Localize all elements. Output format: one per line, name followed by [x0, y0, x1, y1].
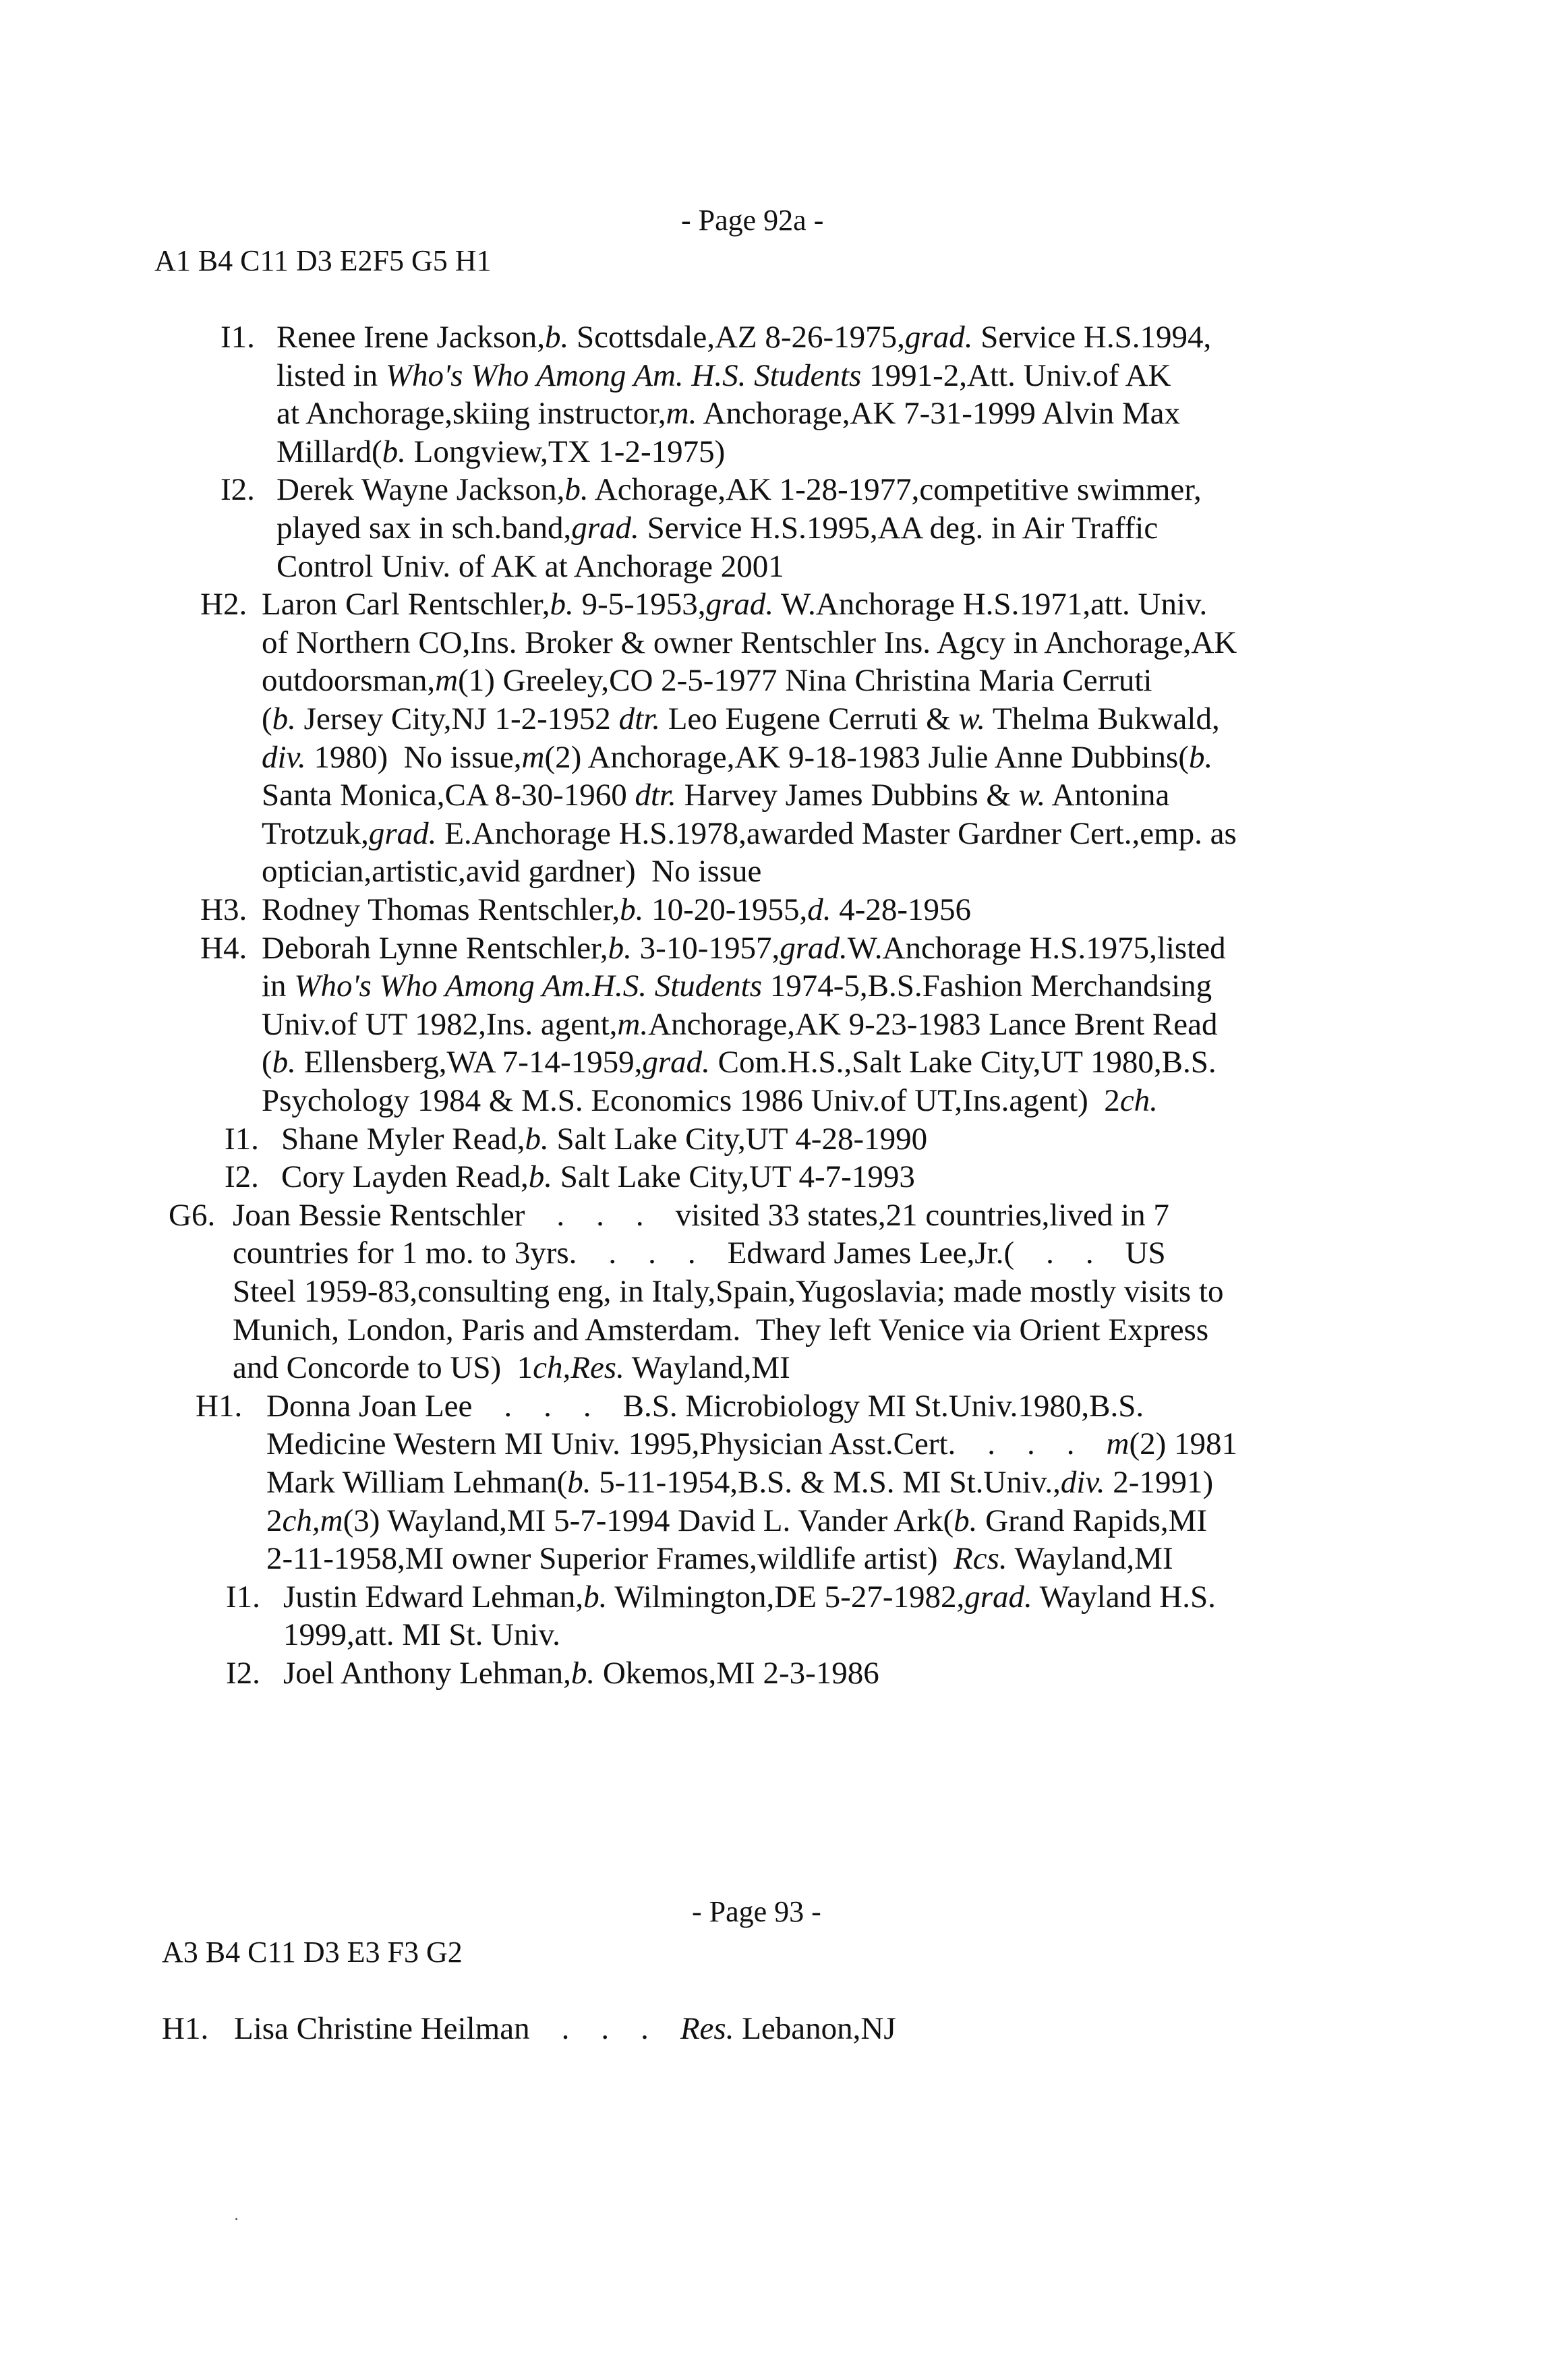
text-segment: Renee Irene Jackson,: [276, 320, 546, 355]
italic-abbrev: b.: [570, 1656, 595, 1691]
entry-line: [262, 856, 761, 888]
entry-line: [266, 1428, 1237, 1460]
text-segment: at Anchorage,skiing instructor,: [276, 396, 666, 432]
text-segment: W.Anchorage H.S.1975,listed: [847, 930, 1226, 966]
entry-line: [233, 1276, 1223, 1308]
text-segment: Wayland,MI: [1007, 1541, 1173, 1577]
italic-abbrev: b.: [608, 930, 632, 966]
text-segment: 2-1991): [1105, 1465, 1214, 1500]
italic-abbrev: dtr.: [618, 701, 660, 736]
text-segment: Service H.S.1994,: [972, 320, 1212, 355]
text-segment: Grand Rapids,MI: [977, 1503, 1208, 1538]
entry-line: [276, 322, 1211, 353]
entry-line: [262, 703, 1220, 735]
entry-line: [266, 1388, 1144, 1424]
text-segment: outdoorsman,: [262, 663, 436, 699]
text-segment: Laron Carl Rentschler,: [262, 587, 550, 622]
text-segment: 5-11-1954,B.S. & M.S. MI St.Univ.,: [591, 1465, 1061, 1500]
text-segment: Anchorage,AK 7-31-1999 Alvin Max: [697, 396, 1180, 432]
text-segment: Rodney Thomas Rentschler,: [262, 892, 620, 927]
entry-line: [262, 739, 1213, 775]
text-segment: and Concorde to US) 1: [233, 1350, 533, 1386]
entry-line: [276, 436, 725, 468]
text-segment: Salt Lake City,UT 4-28-1990: [548, 1121, 928, 1157]
italic-abbrev: grad.: [780, 930, 848, 966]
text-segment: 2-11-1958,MI owner Superior Frames,wildlife artist): [266, 1541, 954, 1577]
text-segment: of Northern CO,Ins. Broker & owner Rentschler Ins. Agcy in Anchorage,AK: [262, 625, 1237, 660]
italic-abbrev: grad.: [964, 1579, 1032, 1615]
entry-line: [281, 1121, 928, 1157]
entry-line: [262, 1006, 1218, 1042]
text-segment: (: [262, 701, 272, 736]
text-segment: Achorage,AK 1-28-1977,competitive swimmer,: [588, 472, 1202, 508]
text-segment: 2: [266, 1503, 283, 1538]
page-number-92a: - Page 92a -: [681, 204, 824, 237]
text-segment: Wayland,MI: [624, 1350, 790, 1386]
text-segment: Deborah Lynne Rentschler,: [262, 930, 608, 966]
entry-line: [262, 780, 1169, 811]
entry-line: [262, 1085, 1158, 1117]
text-segment: Justin Edward Lehman,: [283, 1579, 584, 1615]
scan-speck: [235, 2218, 237, 2220]
italic-abbrev: ch.: [1119, 1083, 1158, 1118]
italic-abbrev: grad.: [642, 1045, 710, 1080]
text-segment: Derek Wayne Jackson,: [276, 472, 565, 508]
text-segment: Scottsdale,AZ 8-26-1975,: [568, 320, 905, 355]
text-segment: Trotzuk,: [262, 815, 369, 851]
italic-abbrev: b.: [272, 701, 296, 736]
text-segment: optician,artistic,avid gardner) No issue: [262, 854, 762, 890]
entry-line: [283, 1619, 560, 1651]
text-segment: Steel 1959-83,consulting eng, in Italy,Spain,Yugoslavia; made mostly visits to: [233, 1274, 1224, 1309]
entry-line: [233, 1352, 790, 1384]
entry-line: [262, 894, 971, 926]
italic-abbrev: grad.: [571, 511, 639, 546]
text-segment: Psychology 1984 & M.S. Economics 1986 Univ.of UT,Ins.agent) 2: [262, 1083, 1120, 1118]
italic-abbrev: grad.: [705, 587, 774, 622]
text-segment: Univ.of UT 1982,Ins. agent,: [262, 1006, 618, 1042]
entry-line: [266, 1543, 1173, 1575]
text-segment: Ellensberg,WA 7-14-1959,: [295, 1045, 643, 1080]
text-segment: Munich, London, Paris and Amsterdam. They left Venice via Orient Express: [233, 1312, 1209, 1347]
text-segment: Millard(: [276, 434, 382, 469]
entry-line: [233, 1314, 1208, 1346]
italic-abbrev: dtr.: [635, 778, 676, 813]
text-segment: Okemos,MI 2-3-1986: [595, 1656, 879, 1691]
text-segment: (1) Greeley,CO 2-5-1977 Nina Christina Maria Cerruti: [458, 663, 1152, 699]
text-segment: 1974-5,B.S.Fashion Merchandsing: [762, 968, 1212, 1004]
italic-abbrev: m: [521, 739, 545, 775]
entry-line: [283, 1658, 879, 1689]
text-segment: 1991-2,Att. Univ.of AK: [861, 357, 1171, 393]
text-segment: 3-10-1957,: [631, 930, 780, 966]
italic-abbrev: b.: [550, 587, 574, 622]
entry-line: [276, 357, 1171, 393]
lineage-header-top: A1 B4 C11 D3 E2F5 G5 H1: [154, 244, 492, 277]
entry-line: [233, 1238, 1166, 1269]
entry-label: H3.: [200, 892, 247, 927]
text-segment: Com.H.S.,Salt Lake City,UT 1980,B.S.: [709, 1045, 1217, 1080]
entry-label: G6.: [169, 1197, 216, 1233]
entry-label: H1.: [162, 2011, 209, 2046]
italic-abbrev: m: [435, 663, 459, 699]
lineage-header-bottom: A3 B4 C11 D3 E3 F3 G2: [162, 1936, 463, 1969]
text-segment: Joel Anthony Lehman,: [283, 1656, 571, 1691]
italic-abbrev: grad.: [368, 815, 437, 851]
text-segment: listed in: [276, 357, 386, 393]
text-segment: Service H.S.1995,AA deg. in Air Traffic: [639, 511, 1159, 546]
text-segment: Cory Layden Read,: [281, 1159, 529, 1195]
text-segment: 9-5-1953,: [573, 587, 706, 622]
entry-line: [262, 589, 1207, 620]
entry-label: I1.: [226, 1579, 260, 1615]
italic-abbrev: b.: [567, 1465, 591, 1500]
italic-abbrev: div.: [262, 739, 306, 775]
entry-line: [234, 2013, 896, 2045]
italic-abbrev: b.: [954, 1503, 978, 1538]
entry-line: [262, 627, 1237, 659]
text-segment: W.Anchorage H.S.1971,att. Univ.: [773, 587, 1208, 622]
italic-abbrev: Who's Who Among Am.H.S. Students: [294, 968, 763, 1004]
italic-abbrev: m.: [666, 396, 697, 432]
entry-line: [262, 815, 1237, 851]
italic-abbrev: m: [1106, 1426, 1130, 1462]
text-segment: Medicine Western MI Univ. 1995,Physician Asst.Cert. . . .: [266, 1426, 1107, 1462]
text-segment: (2) 1981: [1129, 1426, 1238, 1462]
text-segment: in: [262, 968, 295, 1004]
text-segment: 1999,att. MI St. Univ.: [283, 1617, 560, 1653]
italic-abbrev: b.: [272, 1045, 296, 1080]
italic-abbrev: b.: [525, 1121, 549, 1157]
entry-line: [262, 970, 1212, 1002]
italic-abbrev: div.: [1060, 1465, 1105, 1500]
italic-abbrev: w.: [958, 701, 986, 736]
italic-abbrev: ch,Res.: [533, 1350, 624, 1386]
entry-label: I2.: [226, 1656, 260, 1691]
text-segment: Leo Eugene Cerruti &: [660, 701, 959, 736]
italic-abbrev: Res.: [680, 2011, 734, 2046]
italic-abbrev: b.: [382, 434, 406, 469]
text-segment: 4-28-1956: [831, 892, 972, 927]
text-segment: Shane Myler Read,: [281, 1121, 525, 1157]
entry-line: [262, 1047, 1217, 1078]
entry-line: [276, 548, 784, 584]
italic-abbrev: m.: [617, 1006, 649, 1042]
text-segment: Lebanon,NJ: [734, 2011, 896, 2046]
text-segment: Wilmington,DE 5-27-1982,: [607, 1579, 965, 1615]
italic-abbrev: b.: [564, 472, 589, 508]
italic-abbrev: b.: [545, 320, 569, 355]
text-segment: Mark William Lehman(: [266, 1465, 568, 1500]
page-number-93: - Page 93 -: [692, 1895, 821, 1928]
text-segment: Santa Monica,CA 8-30-1960: [262, 778, 635, 813]
entry-line: [283, 1581, 1216, 1613]
text-segment: (2) Anchorage,AK 9-18-1983 Julie Anne Dubbins(: [544, 739, 1189, 775]
text-segment: Lisa Christine Heilman . . .: [234, 2011, 680, 2046]
text-segment: E.Anchorage H.S.1978,awarded Master Gardner Cert.,emp. as: [436, 815, 1237, 851]
entry-label: I1.: [221, 320, 255, 355]
text-segment: Joan Bessie Rentschler . . . visited 33 states,21 countries,lived in 7: [233, 1197, 1169, 1233]
text-segment: Donna Joan Lee . . . B.S. Microbiology MI St.Univ.1980,B.S.: [266, 1388, 1144, 1424]
text-segment: Control Univ. of AK at Anchorage 2001: [276, 548, 784, 584]
text-segment: Wayland H.S.: [1032, 1579, 1216, 1615]
entry-line: [276, 398, 1180, 430]
entry-label: H4.: [200, 930, 247, 966]
text-segment: Jersey City,NJ 1-2-1952: [295, 701, 619, 736]
italic-abbrev: w.: [1018, 778, 1046, 813]
italic-abbrev: ch,m: [282, 1503, 343, 1538]
italic-abbrev: grad.: [904, 320, 973, 355]
text-segment: 10-20-1955,: [643, 892, 808, 927]
text-segment: played sax in sch.band,: [276, 511, 572, 546]
entry-line: [276, 474, 1202, 506]
italic-abbrev: b.: [583, 1579, 608, 1615]
text-segment: Salt Lake City,UT 4-7-1993: [552, 1159, 915, 1195]
entry-line: [262, 930, 1226, 966]
entry-line: [262, 665, 1152, 697]
italic-abbrev: b.: [528, 1159, 553, 1195]
text-segment: Harvey James Dubbins &: [676, 778, 1019, 813]
text-segment: countries for 1 mo. to 3yrs. . . . Edward James Lee,Jr.( . . US: [233, 1236, 1166, 1271]
entry-label: H2.: [200, 587, 247, 622]
text-segment: (3) Wayland,MI 5-7-1994 David L. Vander Ark(: [343, 1503, 954, 1538]
entry-line: [233, 1197, 1169, 1233]
entry-line: [281, 1161, 915, 1193]
entry-line: [276, 513, 1158, 544]
text-segment: 1980) No issue,: [305, 739, 522, 775]
entry-line: [266, 1467, 1213, 1499]
entry-label: H1.: [196, 1388, 243, 1424]
entry-label: I2.: [221, 472, 255, 508]
entry-label: I1.: [225, 1121, 259, 1157]
text-segment: (: [262, 1045, 272, 1080]
italic-abbrev: d.: [807, 892, 831, 927]
text-segment: Thelma Bukwald,: [985, 701, 1220, 736]
entry-line: [266, 1505, 1207, 1537]
italic-abbrev: Who's Who Among Am. H.S. Students: [385, 357, 862, 393]
italic-abbrev: b.: [620, 892, 644, 927]
italic-abbrev: b.: [1188, 739, 1213, 775]
entry-label: I2.: [225, 1159, 259, 1195]
text-segment: Longview,TX 1-2-1975): [405, 434, 726, 469]
text-segment: Anchorage,AK 9-23-1983 Lance Brent Read: [648, 1006, 1218, 1042]
text-segment: Antonina: [1045, 778, 1170, 813]
italic-abbrev: Rcs.: [954, 1541, 1007, 1577]
